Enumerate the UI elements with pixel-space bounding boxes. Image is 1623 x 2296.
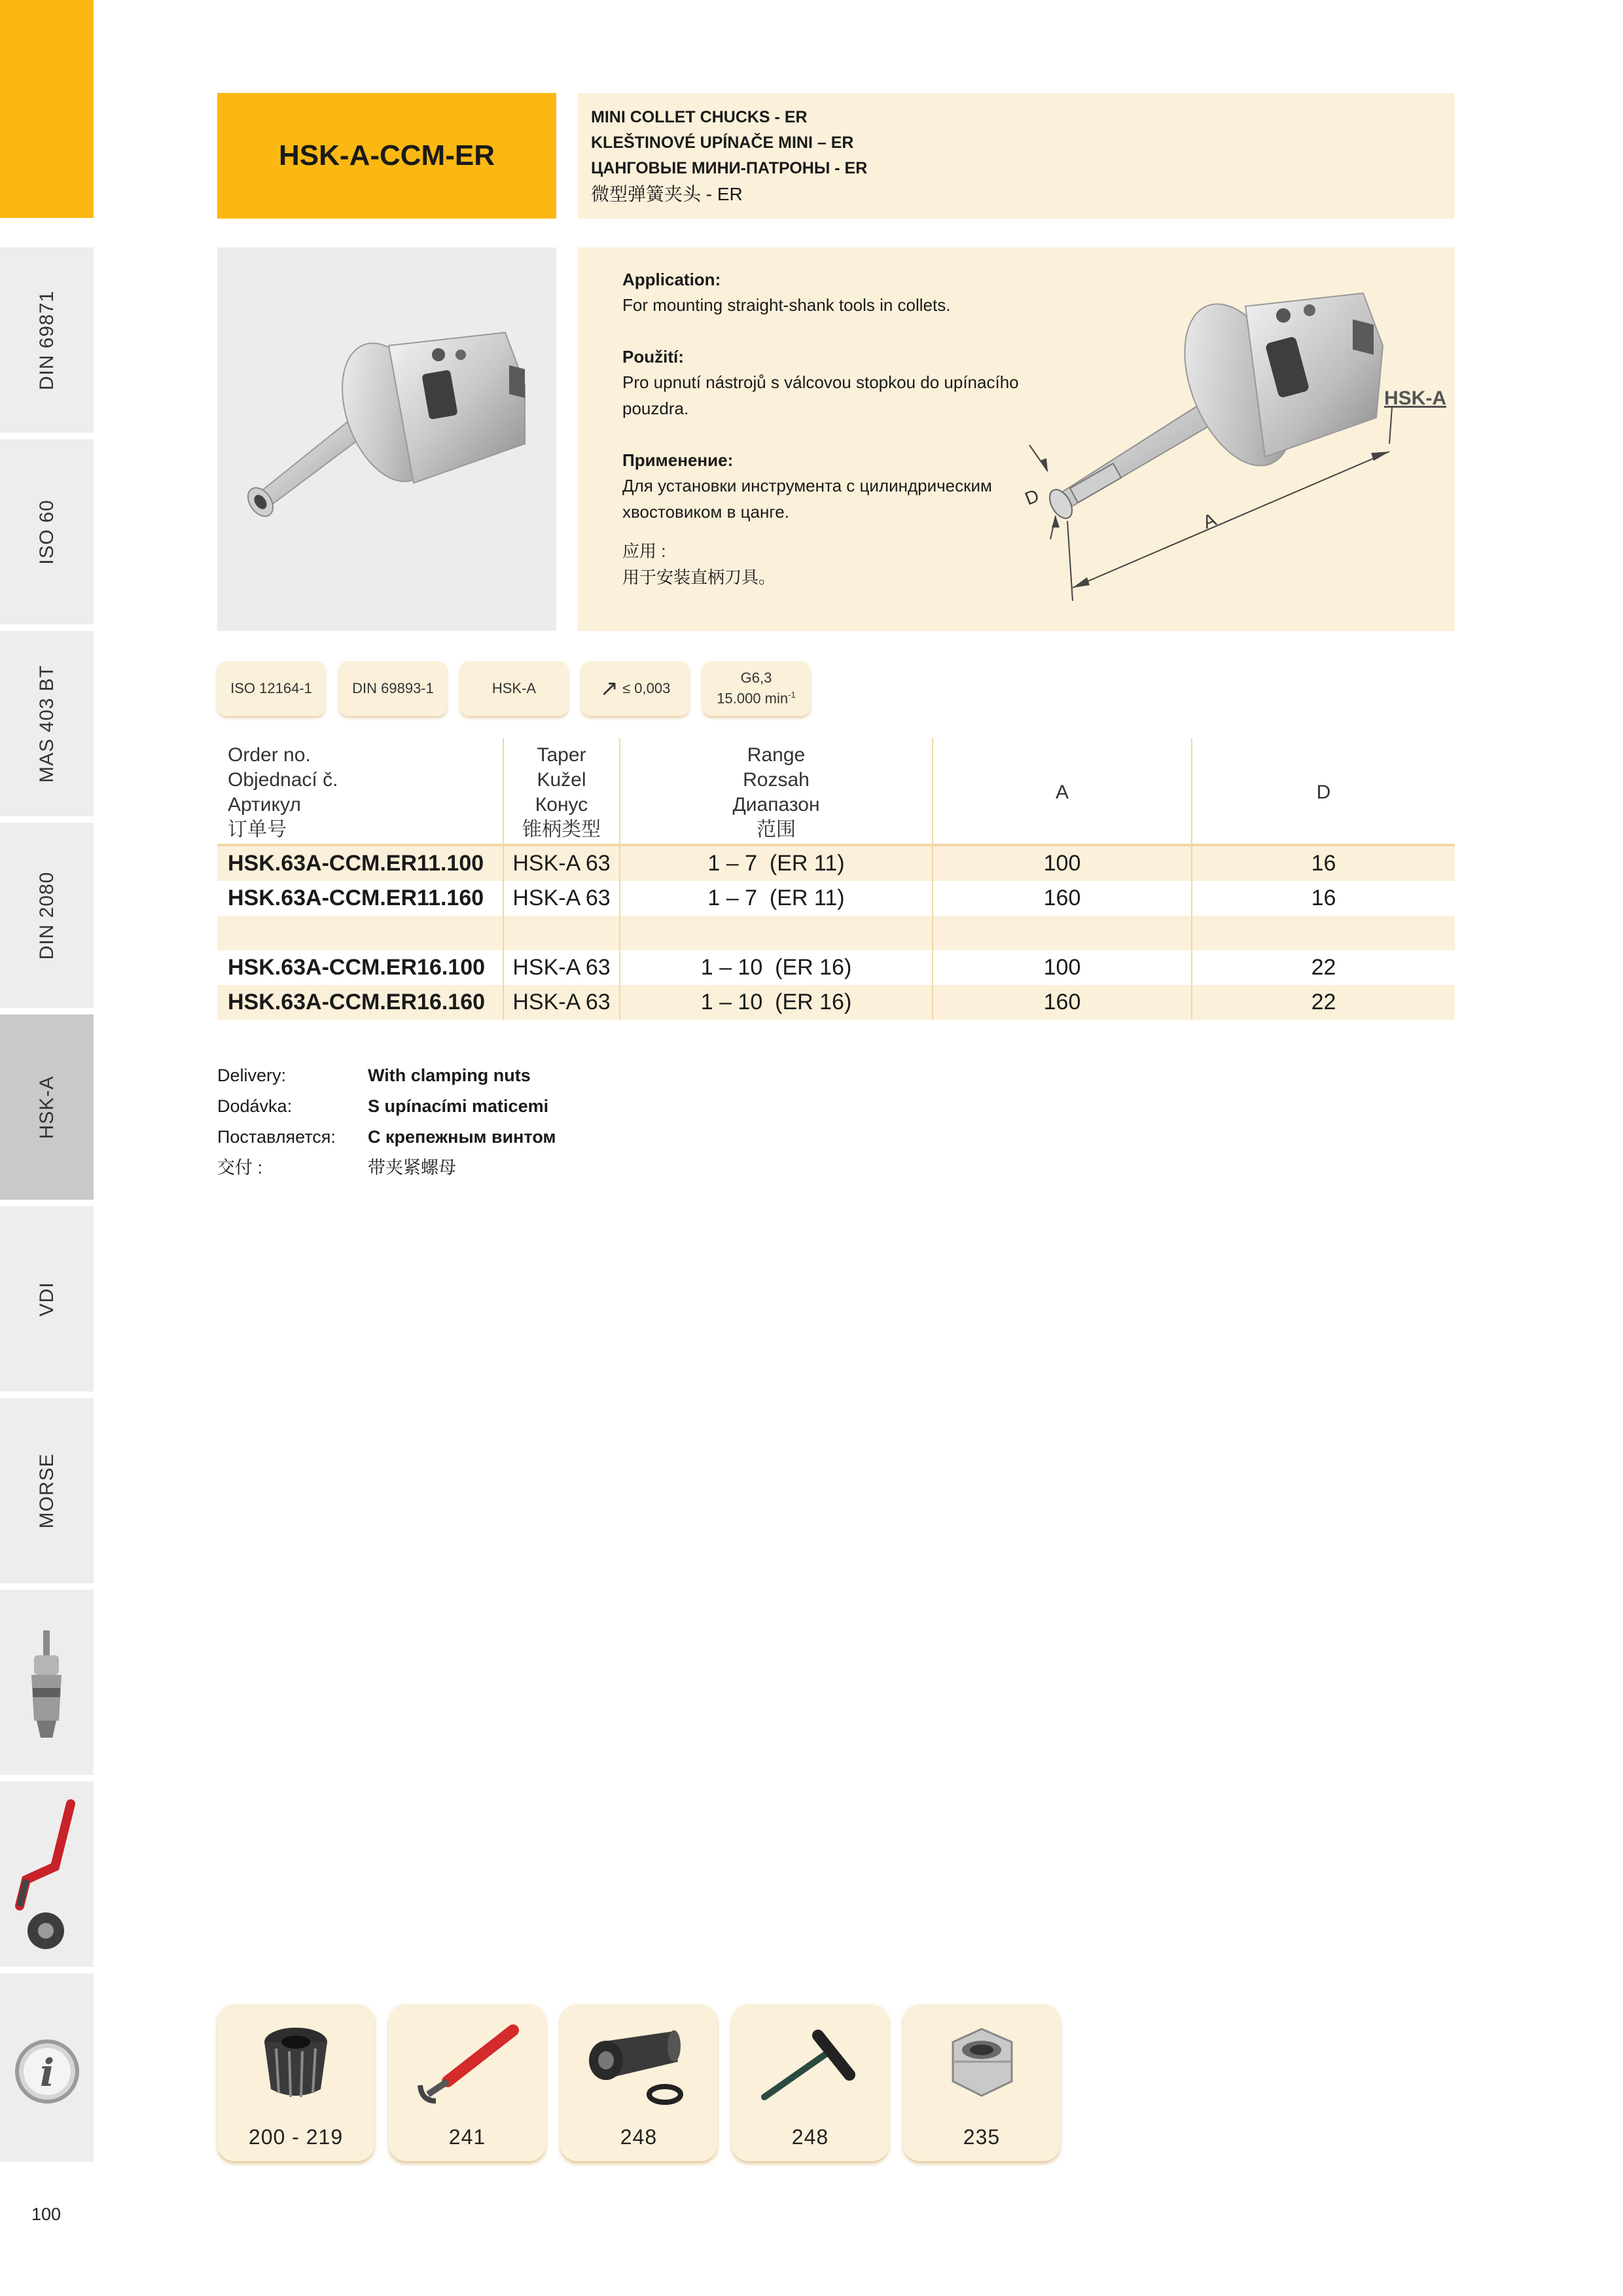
application-text-en: For mounting straight-shank tools in collets. — [622, 295, 951, 315]
tab-morse[interactable] — [0, 1398, 94, 1587]
delivery-label-en: Delivery: — [217, 1066, 287, 1085]
header-a-label: A — [1055, 781, 1069, 803]
clamping-device-icon — [573, 2016, 704, 2114]
accessory-card-hook-wrench[interactable] — [389, 2004, 546, 2161]
header-taper-en: Taper — [537, 744, 586, 766]
tab-iso-60[interactable] — [0, 439, 94, 628]
table-row — [217, 881, 1455, 916]
clamping-nut-icon — [916, 2016, 1047, 2114]
badge-balance-speed: 15.000 min — [717, 690, 789, 707]
accessory-page-ref: 248 — [620, 2125, 658, 2149]
d-value: 16 — [1311, 886, 1336, 910]
badge-balance-exponent: -1 — [788, 690, 796, 700]
a-value: 160 — [1043, 886, 1081, 910]
dimension-a-label: A — [1200, 509, 1219, 533]
accessory-page-ref: 241 — [448, 2125, 486, 2149]
range-value: 1 – 7 (ER 11) — [707, 851, 845, 876]
order-number: HSK.63A-CCM.ER16.100 — [228, 955, 486, 980]
badge-shank-type — [460, 661, 568, 716]
t-wrench-icon — [745, 2016, 876, 2114]
tab-label: ISO 60 — [35, 499, 58, 565]
delivery-value-ru: С крепежным винтом — [368, 1127, 556, 1147]
page-number: 100 — [31, 2204, 62, 2224]
application-heading-cz: Použití — [622, 347, 679, 367]
a-value: 100 — [1043, 955, 1081, 980]
technical-drawing — [1010, 247, 1455, 631]
order-number: HSK.63A-CCM.ER16.160 — [228, 990, 486, 1014]
taper-value: HSK-A 63 — [512, 955, 611, 980]
table-row — [217, 985, 1455, 1020]
tab-accessories[interactable] — [0, 1782, 94, 1970]
tab-drill-chucks[interactable] — [0, 1590, 94, 1778]
info-icon — [0, 1973, 94, 2162]
svg-text:i: i — [39, 2051, 55, 2095]
tab-label: MORSE — [35, 1452, 58, 1529]
product-table — [217, 738, 1455, 1020]
collet-chuck-photo-icon — [217, 247, 556, 631]
application-heading-ru: Применение — [622, 450, 728, 470]
header-order-ru: Артикул — [228, 793, 301, 816]
delivery-label-ru: Поставляется: — [217, 1127, 336, 1147]
header-d-label: D — [1316, 781, 1331, 803]
header-a — [933, 738, 1191, 846]
d-value: 22 — [1311, 990, 1336, 1014]
badge-balance — [702, 661, 810, 716]
badge-balance-grade: G6,3 — [740, 670, 772, 687]
product-subtitle-box — [578, 93, 1455, 219]
header-order — [228, 738, 503, 846]
header-range-cn: 范围 — [757, 818, 796, 840]
tab-hsk-a[interactable] — [0, 1014, 94, 1203]
d-value: 22 — [1311, 955, 1336, 980]
range-value: 1 – 7 (ER 11) — [707, 886, 845, 910]
header-range-ru: Диапазон — [732, 793, 820, 816]
tab-info[interactable] — [0, 1973, 94, 2165]
page-title: HSK-A-CCM-ER — [279, 139, 495, 171]
wrench-and-nut-icon — [0, 1782, 94, 1970]
application-text: Application: For mounting straight-shank tools in collets. Použití: Pro upnutí nástrojů s válcovou stopkou do upínacího pouzdra. Применение: Для установки инструмента с цилиндрическим хвостовиком в цанге. 应用 : 用于安装直柄刀具。 — [622, 267, 1067, 590]
dimension-d-label: D — [1022, 485, 1043, 509]
header-order-cz: Objednací č. — [228, 768, 338, 791]
table-row — [217, 950, 1455, 985]
application-text-ru-1: Для установки инструмента с цилиндрическим — [622, 476, 992, 495]
subtitle-ru: ЦАНГОВЫЕ МИНИ-ПАТРОНЫ - ER — [591, 159, 868, 177]
tab-label: DIN 69871 — [35, 290, 58, 390]
accessory-card-clamping-device[interactable] — [560, 2004, 717, 2161]
accessory-page-ref: 235 — [963, 2125, 1001, 2149]
subtitle-cn: 微型弹簧夹头 - ER — [591, 184, 743, 204]
header-taper-cz: Kužel — [537, 768, 586, 791]
tab-vdi[interactable] — [0, 1206, 94, 1395]
delivery-info — [217, 1060, 675, 1183]
delivery-label-cz: Dodávka: — [217, 1096, 293, 1116]
side-tab-bar — [0, 0, 94, 2165]
hook-wrench-icon — [402, 2016, 533, 2114]
product-title-box — [217, 93, 556, 219]
tab-label: DIN 2080 — [35, 871, 58, 960]
tab-label: VDI — [35, 1281, 58, 1317]
header-d — [1192, 738, 1455, 846]
delivery-value-cn: 带夹紧螺母 — [368, 1158, 456, 1177]
taper-value: HSK-A 63 — [512, 851, 611, 876]
application-text-cn: 用于安装直柄刀具。 — [622, 567, 776, 587]
order-number: HSK.63A-CCM.ER11.160 — [228, 886, 484, 910]
side-accent-block — [0, 0, 94, 218]
header-order-cn: 订单号 — [228, 818, 287, 840]
range-value: 1 – 10 (ER 16) — [700, 955, 852, 980]
accessory-card-t-wrench[interactable] — [732, 2004, 889, 2161]
taper-value: HSK-A 63 — [512, 990, 611, 1014]
taper-value: HSK-A 63 — [512, 886, 611, 910]
table-row — [217, 846, 1455, 881]
order-number: HSK.63A-CCM.ER11.100 — [228, 851, 484, 876]
tab-mas-403-bt[interactable] — [0, 631, 94, 819]
a-value: 100 — [1043, 851, 1081, 876]
application-text-ru-2: хвостовиком в цанге. — [622, 502, 789, 522]
application-heading-en: Application — [622, 270, 715, 289]
badge-iso-text: ISO 12164-1 — [230, 680, 312, 696]
tab-label: HSK-A — [35, 1075, 58, 1139]
accessory-card-clamping-nut[interactable] — [903, 2004, 1060, 2161]
accessory-page-ref: 248 — [791, 2125, 829, 2149]
header-range-cz: Rozsah — [743, 768, 810, 791]
table-spacer-row — [217, 916, 1455, 950]
header-taper — [504, 738, 619, 846]
header-range-en: Range — [747, 744, 806, 766]
badge-shank-text: HSK-A — [491, 680, 537, 696]
subtitle-cz: KLEŠTINOVÉ UPÍNAČE MINI – ER — [591, 134, 854, 152]
accessory-card-collets[interactable] — [217, 2004, 374, 2161]
range-value: 1 – 10 (ER 16) — [700, 990, 852, 1014]
delivery-value-en: With clamping nuts — [368, 1066, 531, 1085]
product-photo — [217, 247, 556, 631]
tab-din-2080[interactable] — [0, 823, 94, 1011]
application-text-cz: Pro upnutí nástrojů s válcovou stopkou do upínacího pouzdra. — [622, 372, 1019, 418]
runout-arrow-icon: ↗ — [599, 676, 619, 701]
badge-runout — [581, 661, 689, 716]
badge-din-text: DIN 69893-1 — [352, 680, 434, 696]
header-taper-ru: Конус — [535, 793, 588, 816]
d-value: 16 — [1311, 851, 1336, 876]
a-value: 160 — [1043, 990, 1081, 1014]
delivery-label-cn: 交付 : — [217, 1158, 263, 1177]
header-order-en: Order no. — [228, 744, 311, 766]
accessory-page-ref: 200 - 219 — [248, 2125, 344, 2149]
header-taper-cn: 锥柄类型 — [522, 818, 601, 840]
drill-chuck-icon — [0, 1590, 94, 1778]
collet-icon — [230, 2016, 361, 2114]
badge-iso-standard — [217, 661, 325, 716]
application-panel — [578, 247, 1455, 631]
drawing-hsk-label: HSK-A — [1384, 387, 1446, 409]
tab-label: MAS 403 BT — [35, 664, 58, 783]
tab-din-69871[interactable] — [0, 247, 94, 436]
application-heading-cn: 应用 : — [622, 541, 666, 561]
badge-din-standard — [339, 661, 447, 716]
header-range — [620, 738, 932, 846]
badge-runout-text: ≤ 0,003 — [622, 680, 671, 696]
subtitle-en: MINI COLLET CHUCKS - ER — [591, 108, 808, 126]
delivery-value-cz: S upínacími maticemi — [368, 1096, 549, 1116]
table-header — [217, 738, 1455, 846]
